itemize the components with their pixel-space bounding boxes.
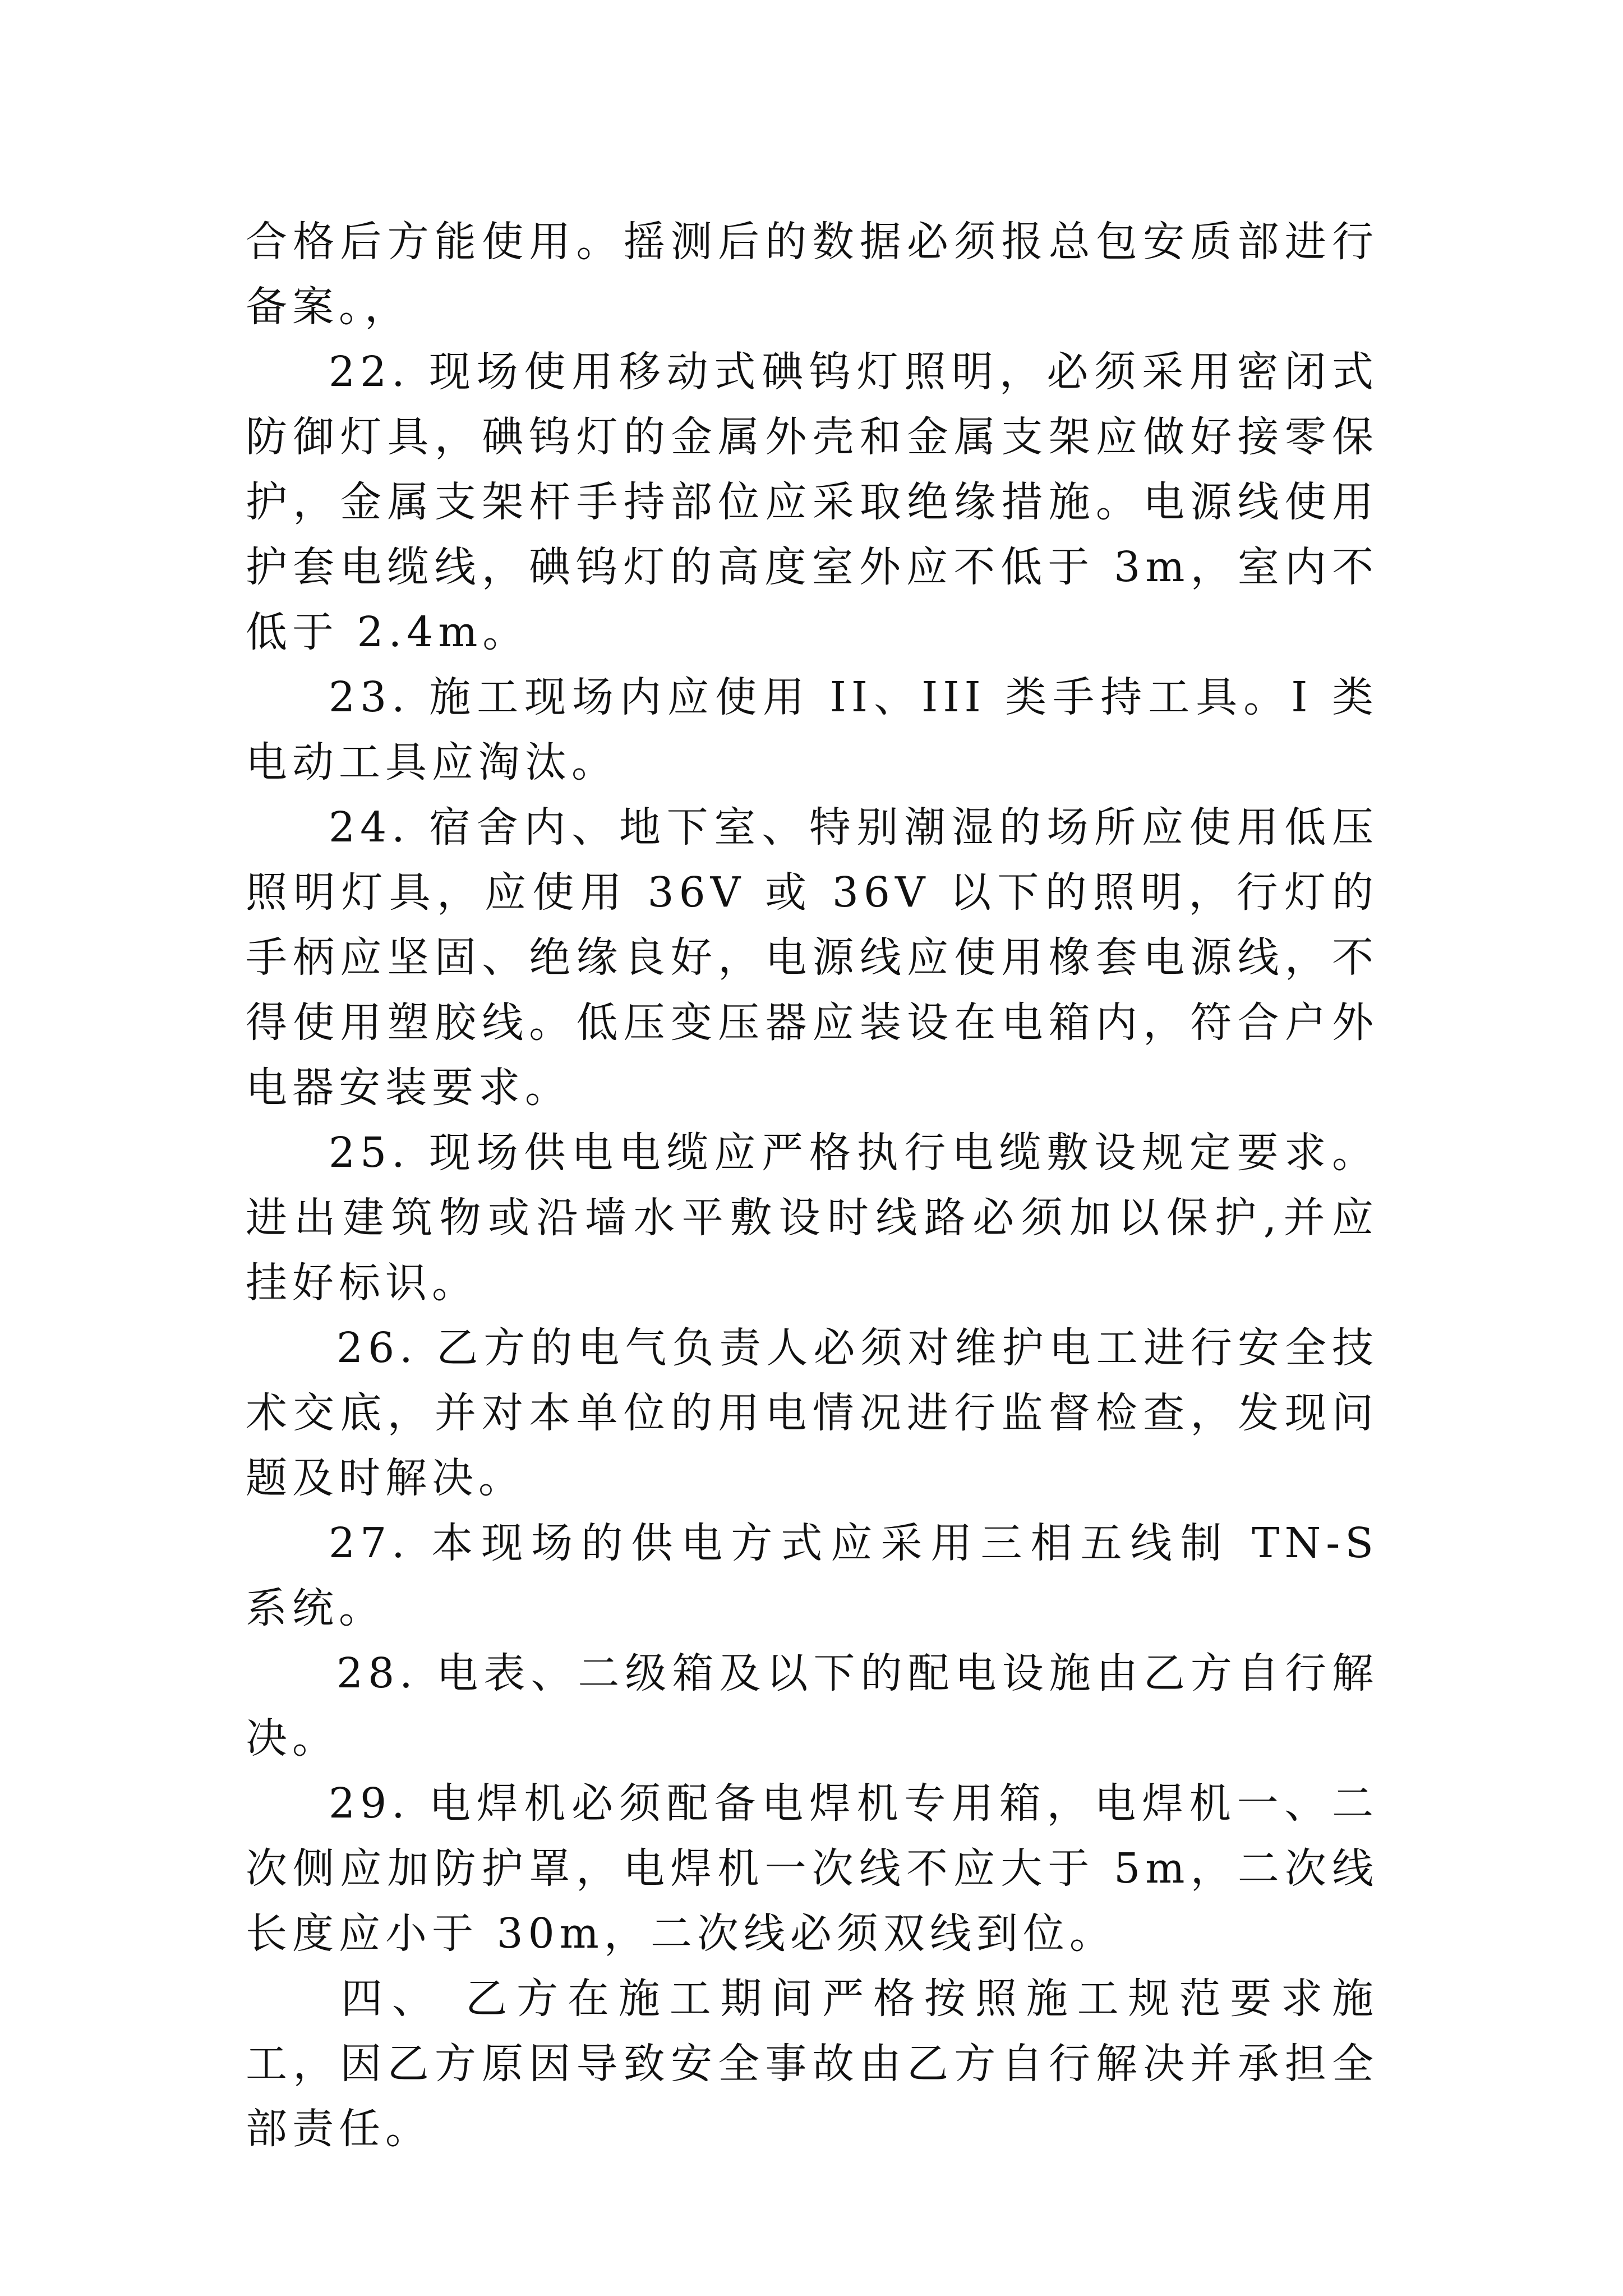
clause-27: 27. 本现场的供电方式应采用三相五线制 TN-S 系统。 — [246, 1519, 1378, 1632]
clause-24: 24. 宿舍内、地下室、特别潮湿的场所应使用低压照明灯具，应使用 36V 或 36V 以下的照明，行灯的手柄应坚固、绝缘良好，电源线应使用橡套电源线，不得使用塑胶线。低压变压器应装设在电箱内，符合户外电器安装要求。 — [246, 803, 1378, 1112]
clause-29: 29. 电焊机必须配备电焊机专用箱，电焊机一、二次侧应加防护罩，电焊机一次线不应大于 5m，二次线长度应小于 30m，二次线必须双线到位。 — [246, 1779, 1378, 1958]
clause-22: 22. 现场使用移动式碘钨灯照明，必须采用密闭式防御灯具，碘钨灯的金属外壳和金属支架应做好接零保护，金属支架杆手持部位应采取绝缘措施。电源线使用护套电缆线，碘钨灯的高度室外应不低于 3m，室内不低于 2.4m。 — [246, 348, 1378, 656]
clause-26: 26. 乙方的电气负责人必须对维护电工进行安全技术交底，并对本单位的用电情况进行监督检查，发现问题及时解决。 — [246, 1324, 1378, 1502]
continuation-paragraph: 合格后方能使用。摇测后的数据必须报总包安质部进行备案。， — [246, 218, 1378, 331]
section-four-paragraph: 四、 乙方在施工期间严格按照施工规范要求施工，因乙方原因导致安全事故由乙方自行解决并承担全部责任。 — [246, 1975, 1378, 2153]
clause-23: 23. 施工现场内应使用 II、III 类手持工具。I 类电动工具应淘汰。 — [246, 673, 1378, 786]
clause-28: 28. 电表、二级箱及以下的配电设施由乙方自行解决。 — [246, 1649, 1378, 1763]
document-body — [246, 209, 1378, 2161]
clause-25: 25. 现场供电电缆应严格执行电缆敷设规定要求。进出建筑物或沿墙水平敷设时线路必须加以保护,并应挂好标识。 — [246, 1129, 1378, 1307]
